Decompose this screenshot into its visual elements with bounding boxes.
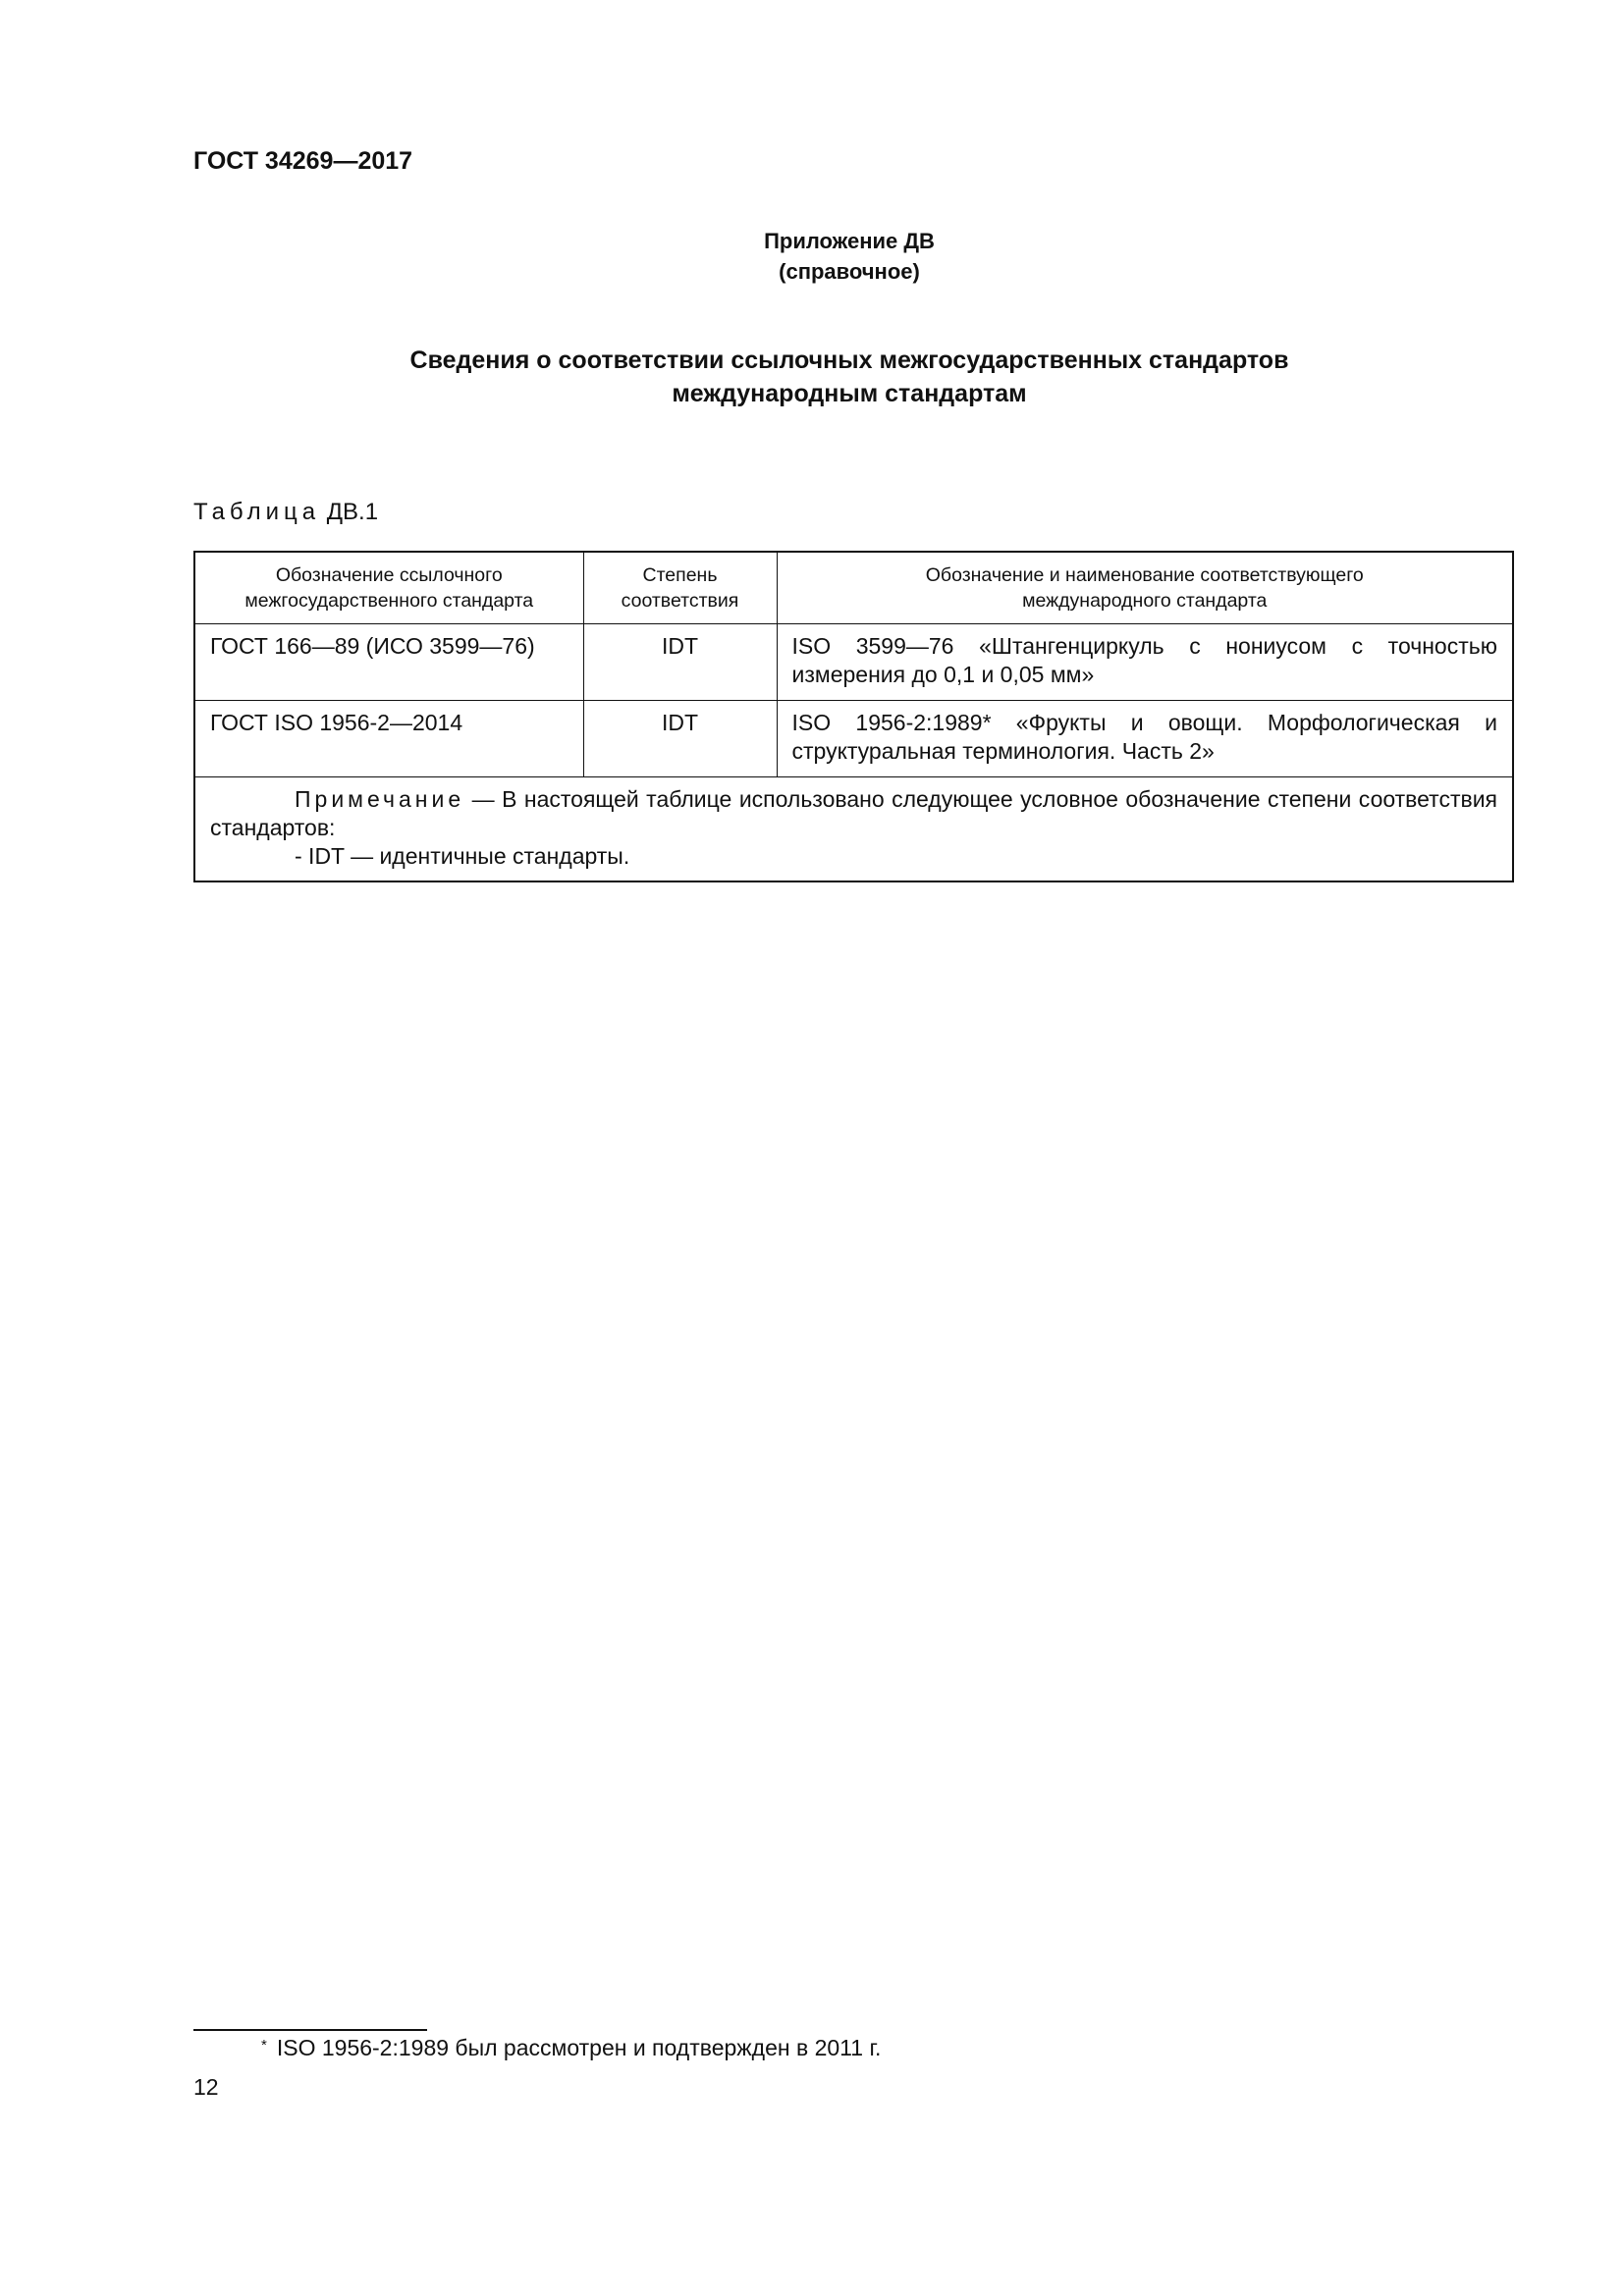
- table-note: [194, 777, 1513, 882]
- footnote-marker: *: [261, 2037, 267, 2054]
- standards-correspondence-table: [193, 551, 1514, 882]
- table-caption-word: Таблица: [193, 499, 321, 525]
- footnote-divider: [193, 2029, 427, 2031]
- cell-international-standard: ISO 1956-2:1989* «Фрукты и овощи. Морфологическая и структуральная терминология. Часть 2»: [777, 701, 1513, 777]
- column-header-degree-line-2: соответствия: [621, 590, 739, 612]
- cell-reference-standard: ГОСТ ISO 1956-2—2014: [194, 701, 583, 777]
- table-caption-id: ДВ.1: [326, 499, 379, 525]
- table-row: [194, 701, 1513, 777]
- column-header-reference-line-1: Обозначение ссылочного: [275, 564, 503, 586]
- section-title-line-1: Сведения о соответствии ссылочных межгосударственных стандартов: [409, 347, 1289, 374]
- note-label: Примечание: [295, 786, 465, 812]
- column-header-international: [777, 552, 1513, 624]
- document-code: ГОСТ 34269—2017: [193, 147, 413, 175]
- annex-title: Приложение ДВ: [764, 229, 935, 253]
- table-caption: [193, 499, 378, 526]
- footnote-text: ISO 1956-2:1989 был рассмотрен и подтвержден в 2011 г.: [276, 2035, 882, 2060]
- table-note-row: [194, 777, 1513, 882]
- note-dash: —: [464, 786, 503, 812]
- table-row: [194, 624, 1513, 701]
- note-list-item: - IDT — идентичные стандарты.: [295, 843, 630, 869]
- footnote: [261, 2035, 881, 2061]
- column-header-international-line-2: международного стандарта: [1022, 590, 1268, 612]
- annex-type: (справочное): [779, 259, 920, 284]
- section-title-line-2: международным стандартам: [672, 380, 1027, 407]
- cell-reference-standard: ГОСТ 166—89 (ИСО 3599—76): [194, 624, 583, 701]
- table-header-row: [194, 552, 1513, 624]
- note-text: [210, 785, 1497, 842]
- column-header-degree-line-1: Степень: [642, 564, 718, 586]
- column-header-reference: [194, 552, 583, 624]
- column-header-degree: [583, 552, 777, 624]
- annex-heading: [0, 226, 1624, 287]
- cell-international-standard: ISO 3599—76 «Штангенциркуль с нониусом с точностью измерения до 0,1 и 0,05 мм»: [777, 624, 1513, 701]
- cell-degree: IDT: [583, 624, 777, 701]
- column-header-reference-line-2: межгосударственного стандарта: [244, 590, 534, 612]
- column-header-international-line-1: Обозначение и наименование соответствующего: [925, 564, 1364, 586]
- cell-degree: IDT: [583, 701, 777, 777]
- note-body: В настоящей таблице использовано следующее условное обозначение степени соответствия стандартов:: [210, 786, 1497, 840]
- page-number: 12: [193, 2074, 219, 2100]
- section-title: [0, 344, 1624, 410]
